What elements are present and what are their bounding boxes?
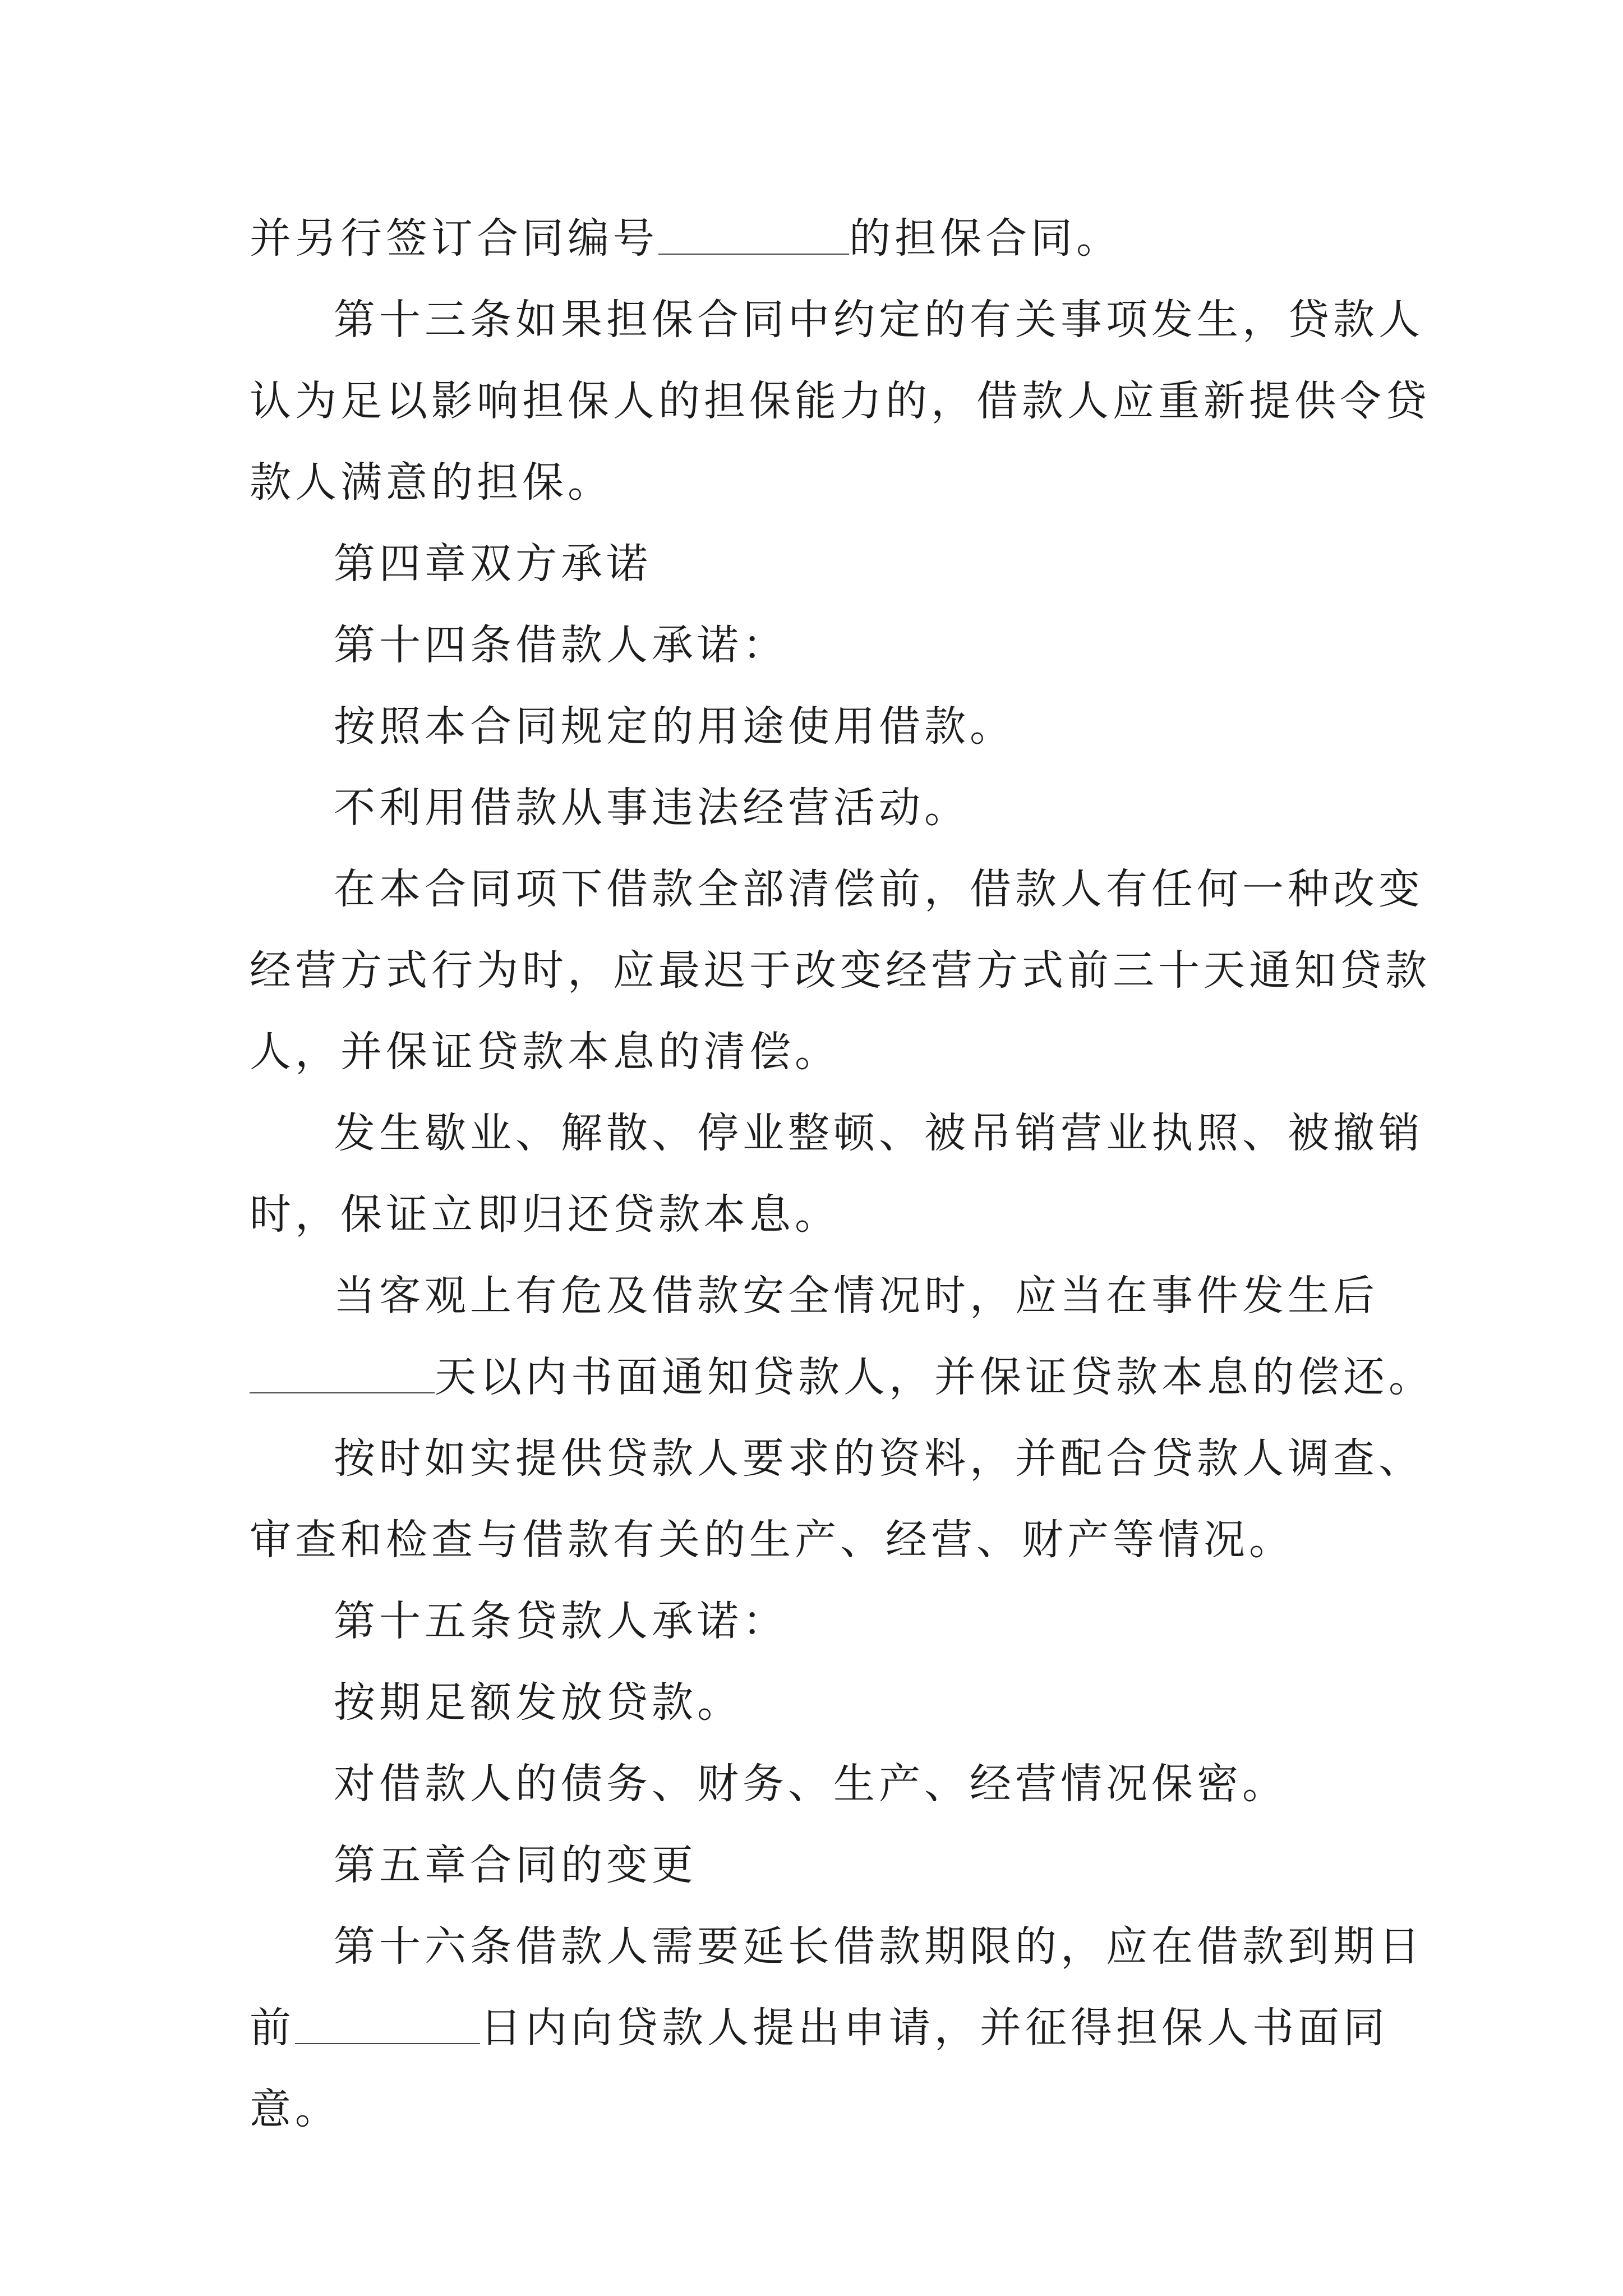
text-line: 对借款人的债务、财务、生产、经营情况保密。: [334, 1760, 1288, 1808]
text-segment: 天以内书面通知贷款人，并保证贷款本息的偿还。: [435, 1353, 1434, 1401]
text-line: 按期足额发放贷款。: [334, 1678, 743, 1727]
text-line: 时，保证立即归还贷款本息。: [250, 1190, 840, 1239]
text-line: 在本合同项下借款全部清偿前，借款人有任何一种改变: [334, 865, 1424, 913]
text-line: 审查和检查与借款有关的生产、经营、财产等情况。: [250, 1516, 1294, 1564]
text-segment: 并另行签订合同编号: [250, 214, 658, 263]
article-16-title: 第十六条借款人需要延长借款期限的，应在借款到期日: [334, 1922, 1424, 1971]
text-line: 经营方式行为时，应最迟于改变经营方式前三十天通知贷款: [250, 946, 1431, 995]
article-13-title: 第十三条如果担保合同中约定的有关事项发生，贷款人: [334, 296, 1424, 344]
contract-body: [250, 198, 1433, 2150]
text-line: 按时如实提供贷款人要求的资料，并配合贷款人调查、: [334, 1434, 1424, 1483]
text-line: [250, 1337, 1433, 1418]
text-line: 意。: [250, 2085, 340, 2133]
chapter-4-heading: 第四章双方承诺: [334, 540, 652, 588]
text-line: [250, 1987, 1433, 2069]
text-line: [250, 198, 1433, 279]
text-line: 人，并保证贷款本息的清偿。: [250, 1028, 840, 1076]
text-line: 发生歇业、解散、停业整顿、被吊销营业执照、被撤销: [334, 1109, 1424, 1157]
contract-number-blank: [658, 220, 849, 255]
text-line: 当客观上有危及借款安全情况时，应当在事件发生后: [334, 1272, 1378, 1320]
chapter-5-heading: 第五章合同的变更: [334, 1841, 697, 1889]
text-line: 不利用借款从事违法经营活动。: [334, 784, 970, 832]
article-14-title: 第十四条借款人承诺：: [334, 621, 788, 669]
text-segment: 的担保合同。: [849, 214, 1122, 263]
text-line: 款人满意的担保。: [250, 458, 613, 507]
text-line: 认为足以影响担保人的担保能力的，借款人应重新提供令贷: [250, 377, 1431, 425]
text-segment: 前: [250, 2004, 295, 2052]
text-line: 按照本合同规定的用途使用借款。: [334, 702, 1015, 751]
days-blank: [250, 1359, 435, 1393]
days-blank: [295, 2009, 480, 2044]
article-15-title: 第十五条贷款人承诺：: [334, 1597, 788, 1645]
text-segment: 日内向贷款人提出申请，并征得担保人书面同: [480, 2004, 1389, 2052]
